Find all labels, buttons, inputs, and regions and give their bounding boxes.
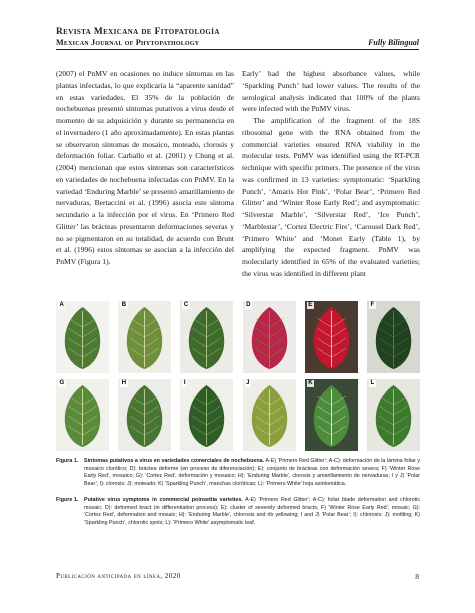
panel-label: H [121, 380, 127, 386]
leaf-photo [56, 379, 109, 451]
figure-panel [180, 379, 233, 451]
figure-panel [118, 301, 171, 373]
figure-caption-es [56, 458, 420, 488]
figure-panel [367, 301, 420, 373]
leaf-photo [56, 301, 109, 373]
figure-caption-en [56, 497, 420, 527]
panel-label: D [246, 302, 251, 308]
caption-label: Figure 1. [56, 497, 79, 503]
figure-panel [243, 301, 296, 373]
bilingual-badge: Fully Bilingual [368, 38, 419, 47]
figure-panel [367, 379, 420, 451]
panel-label: K [308, 380, 313, 386]
panel-label: L [370, 380, 375, 386]
leaf-photo [118, 379, 171, 451]
leaf-photo [305, 379, 358, 451]
caption-text: A-E) ‘Primero Red Glitter’; A-C): foliar blade deformation and chlorotic mosaic; D): deformed bract (in differentiation process); E): cluster of severely deformed bracts; F) ‘Winter Rose Early Red’, mosaic; G): ‘Cortez Red’, deformation and mosaic; H): ‘Enduring Marble’, chlorosis and rib yellowing; I and J) ‘Polar Bear’; I): chlorosis: J): mottling; K) ‘Sparkling Punch’, chlorotic spots; L): ‘Primero White’ asymptomatic leaf. [84, 497, 420, 526]
panel-label: E [308, 302, 313, 308]
body-paragraph: Early’ had the highest absorbance values, while ‘Sparkling Punch’ had lower values. The results of the serological analysis indicated that 100% of the plants were infected with the PnMV virus. [242, 69, 420, 114]
leaf-photo [367, 301, 420, 373]
leaf-photo [180, 301, 233, 373]
caption-text: A-E) ‘Primero Red Glitter’; A-C): deformación de la lámina foliar y mosaico clorótico; D): bráctea deforme (en proceso de diferenciación); E): conjunto de brácteas con deformación severa; F) ‘Winter Rose Early Red’, mosaico; G): ‘Cortez Red’, deformación y mosaico; H): ‘Enduring Marble’, clorosis y amarillamiento de nervaduras; I y J) ‘Polar Bear’; I): clorosis; J): moteado; K) ‘Sparkling Punch’, manchas cloróticas; L): ‘Primero White’ hoja asintomática. [84, 458, 420, 487]
figure-panel [118, 379, 171, 451]
header-divider [56, 49, 419, 50]
panel-label: G [59, 380, 65, 386]
panel-label: B [121, 302, 127, 308]
figure-panel [56, 379, 109, 451]
figure-panel [56, 301, 109, 373]
leaf-photo [243, 301, 296, 373]
caption-lead: Síntomas putativos a virus en variedades comerciales de nochebuena. [84, 458, 265, 464]
journal-title-en: Mexican Journal of Phytopathology [56, 38, 200, 47]
body-paragraph: (2007) el PnMV en ocasiones no induce síntomas en las plantas infectadas, lo que explicaría la “aparente sanidad” en estas variedades. El 35% de la población de nochebuenas presentó síntomas putativos a virus desde el momento de su adquisición y durante su permanencia en el invernadero (1 año aproximadamente). En estas plantas se observaron síntomas de mosaico, moteado, clorosis y deformación foliar. Carballo et al. (2001) y Chung et al. (2004) mencionan que estos síntomas son característicos en variedades de nochebuena infectadas con PnMV. En la variedad ‘Enduring Marble’ se presentó amarillamiento de nervaduras, Bertaccini et al. (1996) asocia este síntoma secundario a la infección por el virus. En ‘Primero Red Glitter’ las brácteas presentaron deformaciones severas y no se pigmentaron en su totalidad, de acuerdo con Brunt et al. (1996) estos síntomas se asocian a la infección del PnMV (Figura 1). [56, 69, 234, 266]
figure-panel [243, 379, 296, 451]
figure-1-panels [56, 301, 420, 451]
figure-panel [305, 379, 358, 451]
footer-publication-note: Publicación anticipada en línea, 2020 [56, 572, 181, 580]
leaf-photo [305, 301, 358, 373]
caption-label: Figura 1. [56, 458, 79, 464]
page-number: 8 [415, 572, 419, 581]
body-column-right [242, 68, 420, 280]
caption-lead: Putative virus symptoms in commercial poinsettia varieties. [84, 497, 243, 503]
panel-label: J [246, 380, 250, 386]
body-paragraph: The amplification of the fragment of the 18S ribosomal gene with the RNA obtained from the commercial varieties ensured RNA viability in the molecular tests. PnMV was identified using the RT-PCR technique with specific primers. The presence of the virus was confirmed in 13 varieties: symptomatic: ‘Sparkling Punch’, ‘Amaris Hot Pink’, ‘Polar Bear’, ‘Primero Red Glitter’ and ‘Winter Rose Early Red’; and asymptomatic: ‘Silverstar Marble’, ‘Silverstar Red’, ‘Ice Punch’, ‘Marblestar’, ‘Cortez Electric Fire’, ‘Carousel Dark Red’, ‘Primero White’ and ‘Monet Early (Table 1), by amplifying the expected fragment. PnMV was molecularly identified in 65% of the evaluated varieties; the virus was identified in different plant [242, 116, 420, 278]
panel-label: F [370, 302, 375, 308]
figure-panel [305, 301, 358, 373]
leaf-photo [367, 379, 420, 451]
leaf-photo [180, 379, 233, 451]
leaf-photo [243, 379, 296, 451]
leaf-photo [118, 301, 171, 373]
panel-label: A [59, 302, 64, 308]
journal-title-es: Revista Mexicana de Fitopatología [56, 27, 220, 37]
panel-label: C [183, 302, 189, 308]
figure-panel [180, 301, 233, 373]
panel-label: I [183, 380, 186, 386]
body-column-left [56, 68, 234, 268]
